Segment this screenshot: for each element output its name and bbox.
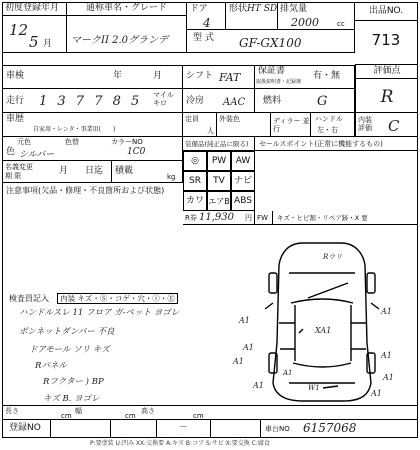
equipment-item: ◎	[183, 151, 207, 171]
inspector-line: ドアモール ソリ キズ	[29, 345, 110, 355]
auction-sheet	[2, 2, 418, 438]
eval-label: 評価点	[373, 66, 401, 76]
fw-text: キズ・ヒビ割・リペア跡・X 要	[277, 214, 368, 222]
width-label: 幅	[75, 407, 82, 415]
equipment-item: PW	[207, 151, 231, 171]
damage-label: A1	[239, 316, 250, 325]
r-ticket-unit: 円	[245, 214, 252, 222]
damage-label: W1	[308, 384, 320, 392]
fuel-label: 燃料	[263, 96, 282, 106]
inspection-label: 車検	[6, 71, 25, 81]
damage-label: A1	[381, 307, 392, 316]
eval-value: R	[380, 87, 394, 107]
chassis-label: 車台NO	[265, 425, 290, 433]
name-change-label: 名義変更	[5, 163, 33, 171]
model-label: 型 式	[193, 33, 214, 43]
name-change-sub: 期 限	[5, 172, 22, 180]
first-registration-label: 初度登録年月	[3, 3, 66, 16]
legend-text: P:要塗装 U:凹み XX:交換要 A:キズ B:コブ S:サビ X:要交換 C:腐食	[90, 440, 270, 447]
displacement-value: 2000	[291, 16, 319, 29]
model-change-label: 外装色	[219, 115, 240, 123]
reg-no-label: 登録NO	[3, 420, 51, 437]
shape-value: HT SD	[247, 4, 278, 14]
interior-label: 内装 評価	[358, 116, 372, 132]
interior-value: C	[388, 117, 400, 135]
usage-sub: 自家用・レンタ・事業用( )	[33, 126, 116, 133]
equipment-item: AW	[231, 151, 255, 171]
month-unit: 月	[43, 39, 53, 49]
damage-label: A1	[233, 357, 244, 366]
mileage-unit: マイル キロ	[153, 91, 174, 107]
shift-value: FAT	[219, 71, 241, 84]
height-label: 高さ	[141, 407, 155, 415]
damage-label: A1	[283, 369, 293, 377]
equipment-title: 装備品(純正品に限る)	[185, 140, 249, 148]
car-diagram	[3, 3, 419, 439]
shift-label: シフト	[186, 71, 214, 81]
inspector-line: ボンネットダンパー 不良	[19, 327, 115, 337]
registration-row	[3, 420, 417, 437]
r-ticket-label: R券	[185, 214, 197, 222]
warranty-sub: 取扱説明書・記録簿	[256, 79, 302, 85]
inspector-line: ハンドルスレ 11 フロア ガ-ペット ヨゴレ	[19, 308, 180, 318]
dealer-label: ディラー 並行	[273, 117, 310, 133]
length-label: 長さ	[5, 407, 19, 415]
cc-unit: cc	[337, 20, 345, 28]
color-no-value: 1C0	[127, 147, 146, 157]
inspection-month: 月	[153, 71, 163, 81]
name-change-day: 日迄	[85, 166, 104, 176]
equipment-item: SR	[183, 171, 207, 191]
reg-no-dash: －	[157, 420, 211, 437]
damage-label: A1	[371, 389, 382, 398]
ac-label: 冷房	[186, 96, 205, 106]
shape-label: 形状	[229, 4, 248, 14]
paint-label: 色替	[65, 138, 79, 146]
equipment-item: エアB	[207, 191, 231, 211]
attention-label: 注意事項(欠品・修理・不良箇所および状態)	[6, 186, 165, 195]
steering-label: ハンドル	[315, 115, 343, 123]
mileage-value: 1 3 7 7 8 5	[39, 94, 143, 109]
inspector-line: Rフクター ) BP	[43, 377, 104, 387]
warranty-label: 保証書	[258, 66, 286, 76]
inspector-line: Rパネル	[35, 361, 67, 371]
sales-point-label: セールスポイント(正常に機能するもの)	[259, 140, 383, 148]
model-value: GF-GX100	[239, 36, 302, 50]
damage-label: A1	[243, 343, 254, 352]
door-value: 4	[203, 16, 211, 30]
damage-label: XA1	[315, 326, 332, 335]
damage-label: Rウリ	[323, 253, 343, 261]
width-unit: cm	[125, 412, 136, 420]
car-name-label: 通称車名・グレード	[67, 3, 186, 16]
inspector-line: キズ B. ヨゴレ	[43, 394, 100, 404]
fuel-value: G	[317, 94, 328, 109]
equipment-item: ナビ	[231, 171, 255, 191]
capacity-label: 定員	[185, 115, 199, 123]
displacement-label: 排気量	[280, 4, 308, 14]
damage-label: A1	[381, 351, 392, 360]
ac-value: AAC	[223, 97, 246, 108]
lot-number-label: 出品NO.	[355, 3, 417, 21]
length-unit: cm	[61, 412, 72, 420]
door-label: ドア	[190, 4, 208, 14]
color-label: 色	[6, 147, 16, 157]
orig-color-value: シルバー	[19, 150, 55, 160]
color-no-label: カラーNO	[111, 138, 143, 146]
first-registration-month: 5	[29, 33, 39, 51]
warranty-options: 有・無	[313, 71, 341, 81]
fw-label: FW	[255, 211, 273, 224]
first-registration-year: 12	[9, 21, 29, 39]
damage-label: A1	[383, 373, 394, 382]
height-unit: cm	[193, 412, 204, 420]
inspection-year: 年	[113, 71, 123, 81]
load-unit: kg	[167, 173, 176, 181]
name-change-month: 月	[59, 166, 69, 176]
r-ticket-value: 11,930	[199, 212, 234, 223]
equipment-item: TV	[207, 171, 231, 191]
load-label: 積載	[115, 166, 134, 176]
damage-label: A1	[253, 381, 264, 390]
dimensions-row	[3, 405, 417, 420]
lot-number-value: 713	[371, 31, 401, 49]
equipment-item: ABS	[231, 191, 255, 211]
orig-color-label: 元色	[17, 138, 31, 146]
steering-options: 左・右	[317, 126, 338, 134]
mileage-label: 走行	[6, 96, 25, 106]
capacity-unit: 人	[207, 127, 214, 135]
inspector-label: 検査員記入	[9, 294, 49, 303]
usage-label: 車歴	[6, 114, 25, 124]
inspector-tags: 内装 キズ・Ⓢ・コゲ・穴・ⓩ・Ⓔ	[57, 293, 178, 304]
chassis-value: 6157068	[303, 421, 357, 435]
equipment-item: カワ	[183, 191, 207, 211]
car-name-value: マークII 2.0グランデ	[71, 35, 168, 46]
